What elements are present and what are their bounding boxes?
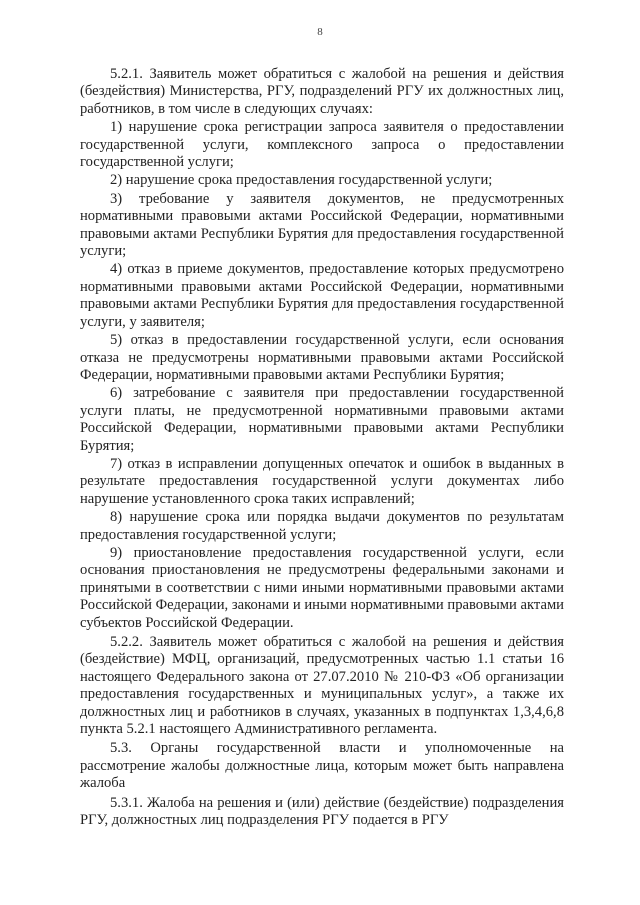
- paragraph-5-3-1: 5.3.1. Жалоба на решения и (или) действие (бездействие) подразделения РГУ, должностных лиц подразделения РГУ подается в РГУ: [80, 794, 564, 829]
- paragraph-5-2-2: 5.2.2. Заявитель может обратиться с жалобой на решения и действия (бездействие) МФЦ, организаций, предусмотренных частью 1.1 статьи 16 настоящего Федерального закона от 27.07.2010 № 210-ФЗ «Об организации предоставления государственных и муниципальных услуг», а также их должностных лиц и работников в случаях, указанных в подпунктах 1,3,4,6,8 пункта 5.2.1 настоящего Административного регламента.: [80, 634, 564, 738]
- list-item-5: 5) отказ в предоставлении государственной услуги, если основания отказа не предусмотрены нормативными правовыми актами Российской Федерации, нормативными правовыми актами Республики Бурятия;: [80, 332, 564, 383]
- paragraph-5-2-1: 5.2.1. Заявитель может обратиться с жалобой на решения и действия (бездействия) Министерства, РГУ, подразделений РГУ их должностных лиц, работников, в том числе в следующих случаях:: [80, 66, 564, 117]
- list-item-9: 9) приостановление предоставления государственной услуги, если основания приостановления не предусмотрены федеральными законами и принятыми в соответствии с ними иными нормативными правовыми актами Российской Федерации, законами и иными нормативными правовыми актами субъектов Российской Федерации.: [80, 544, 564, 631]
- list-item-1: 1) нарушение срока регистрации запроса заявителя о предоставлении государственной услуги, комплексного запроса о предоставлении государственной услуги;: [80, 119, 564, 171]
- page-number: 8: [317, 26, 323, 38]
- list-item-7: 7) отказ в исправлении допущенных опечаток и ошибок в выданных в результате предоставления государственной услуги документах либо нарушение установленного срока таких исправлений;: [80, 455, 564, 507]
- document-body: [80, 64, 564, 829]
- list-item-4: 4) отказ в приеме документов, предоставление которых предусмотрено нормативными правовыми актами Российской Федерации, нормативными правовыми актами Республики Бурятия для предоставления государственной услуги, у заявителя;: [80, 261, 564, 330]
- list-item-3: 3) требование у заявителя документов, не предусмотренных нормативными правовыми актами Российской Федерации, нормативными правовыми актами Республики Бурятия для предоставления государственной услуги;: [80, 190, 564, 260]
- list-item-2: 2) нарушение срока предоставления государственной услуги;: [110, 172, 493, 189]
- section-heading-5-3: 5.3. Органы государственной власти и уполномоченные на рассмотрение жалобы должностные лица, которым может быть направлена жалоба: [80, 740, 564, 792]
- list-item-6: 6) затребование с заявителя при предоставлении государственной услуги платы, не предусмотренной нормативными правовыми актами Российской Федерации, нормативными правовыми актами Республики Бурятия;: [80, 385, 564, 454]
- list-item-8: 8) нарушение срока или порядка выдачи документов по результатам предоставления государственной услуги;: [80, 509, 564, 543]
